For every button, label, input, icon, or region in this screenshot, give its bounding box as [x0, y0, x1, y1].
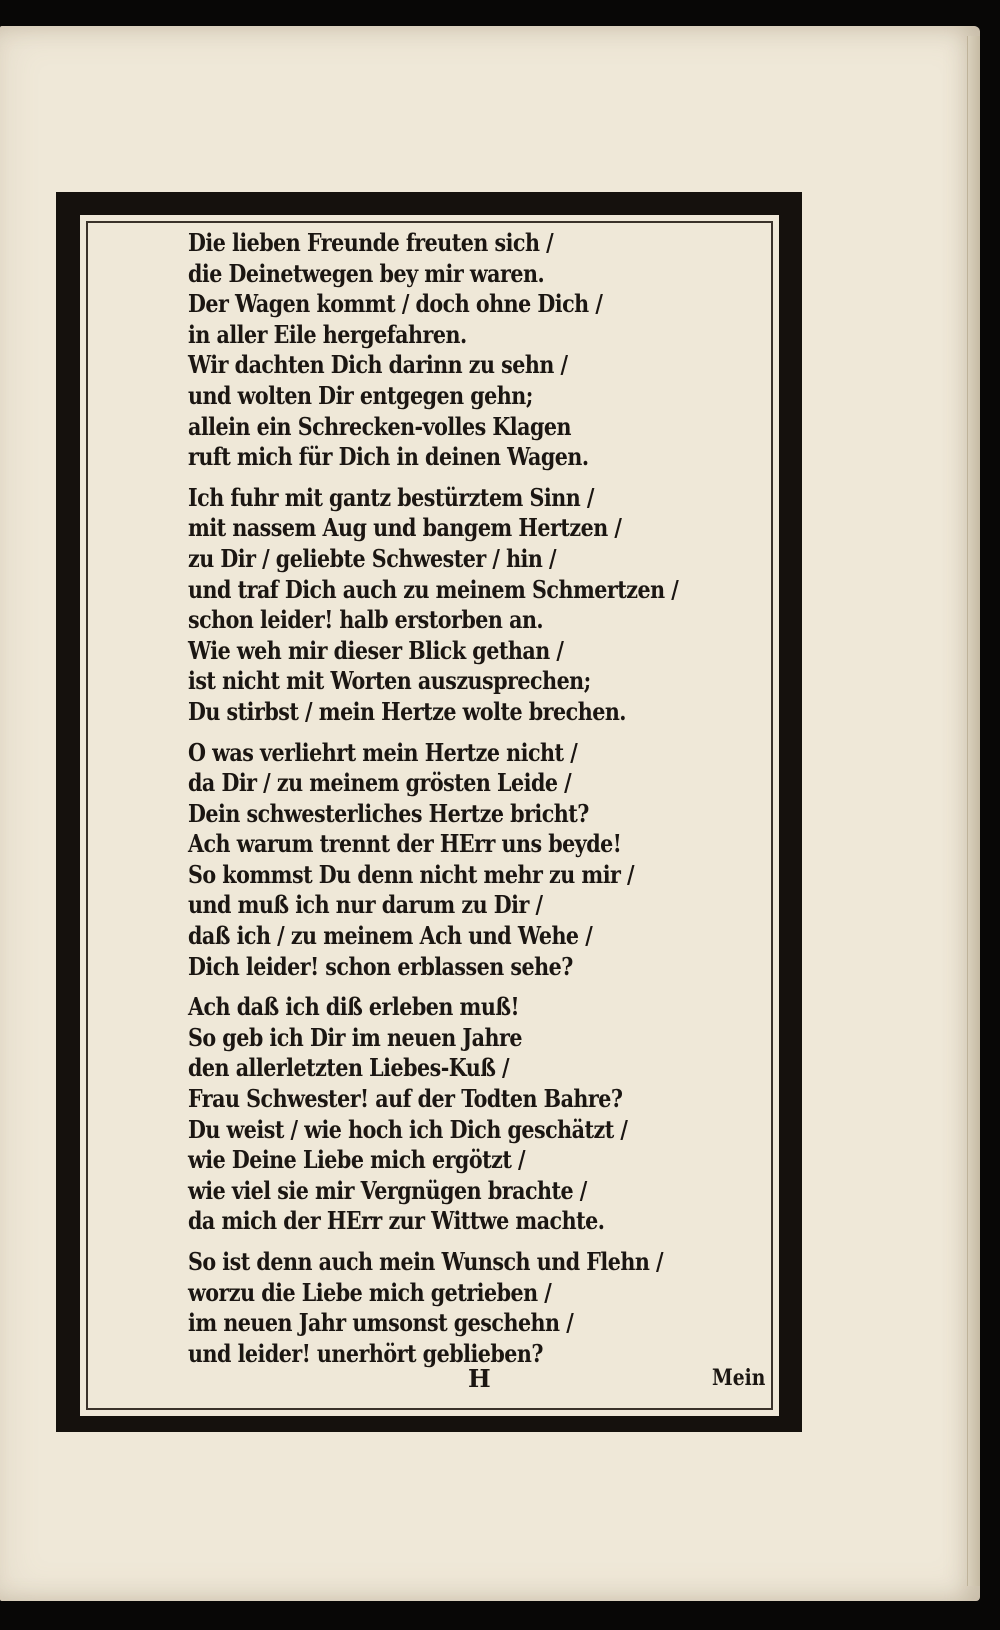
- verse-line: Ach warum trennt der HErr uns beyde!: [188, 829, 622, 859]
- verse-line: und leider! unerhört geblieben?: [188, 1338, 543, 1368]
- verse-line: O was verliehrt mein Hertze nicht /: [188, 737, 578, 767]
- stanza-3: [188, 738, 748, 983]
- verse-line: und traf Dich auch zu meinem Schmertzen /: [188, 574, 679, 604]
- verse-line: worzu die Liebe mich getrieben /: [188, 1277, 552, 1307]
- verse-line: So ist denn auch mein Wunsch und Flehn /: [188, 1247, 664, 1276]
- verse-line: wie Deine Liebe mich ergötzt /: [188, 1145, 526, 1175]
- verse-line: Dein schwesterliches Hertze bricht?: [188, 798, 589, 828]
- verse-line: So geb ich Dir im neuen Jahre: [188, 1022, 522, 1052]
- verse-line: Ich fuhr mit gantz bestürztem Sinn /: [188, 482, 594, 512]
- verse-line: wie viel sie mir Vergnügen brachte /: [188, 1175, 587, 1205]
- verse-line: Du weist / wie hoch ich Dich geschätzt /: [188, 1114, 628, 1144]
- verse-line: Frau Schwester! auf der Todten Bahre?: [188, 1084, 623, 1114]
- verse-line: den allerletzten Liebes-Kuß /: [188, 1053, 510, 1083]
- verse-line: Der Wagen kommt / doch ohne Dich /: [188, 289, 603, 319]
- verse-line: Dich leider! schon erblassen sehe?: [188, 951, 573, 981]
- verse-line: Ach daß ich diß erleben muß!: [188, 992, 520, 1022]
- page-edge: [967, 36, 980, 1586]
- verse-line: daß ich / zu meinem Ach und Wehe /: [188, 921, 593, 951]
- verse-line: Wir dachten Dich darinn zu sehn /: [188, 350, 568, 380]
- stanza-2: [188, 483, 748, 728]
- verse-line: und wolten Dir entgegen gehn;: [188, 380, 533, 410]
- verse-line: im neuen Jahr umsonst geschehn /: [188, 1308, 574, 1338]
- verse-line: ruft mich für Dich in deinen Wagen.: [188, 442, 589, 472]
- stanza-4: [188, 992, 748, 1237]
- verse-line: Wie weh mir dieser Blick gethan /: [188, 635, 564, 665]
- verse-line: da Dir / zu meinem grösten Leide /: [188, 768, 572, 798]
- verse-line: So kommst Du denn nicht mehr zu mir /: [188, 859, 635, 889]
- verse-line: in aller Eile hergefahren.: [188, 319, 467, 349]
- verse-line: die Deinetwegen bey mir waren.: [188, 258, 545, 288]
- stanza-5: [188, 1247, 748, 1369]
- catchword: Mein: [712, 1365, 766, 1391]
- verse-line: schon leider! halb erstorben an.: [188, 605, 544, 635]
- verse-line: zu Dir / geliebte Schwester / hin /: [188, 543, 557, 573]
- verse-line: mit nassem Aug und bangem Hertzen /: [188, 513, 622, 543]
- signature-mark: H: [468, 1364, 491, 1393]
- verse-line: ist nicht mit Worten auszusprechen;: [188, 666, 591, 696]
- verse-line: da mich der HErr zur Wittwe machte.: [188, 1206, 605, 1236]
- verse-line: und muß ich nur darum zu Dir /: [188, 890, 543, 920]
- verse-line: Du stirbst / mein Hertze wolte brechen.: [188, 696, 626, 726]
- stanza-1: [188, 228, 748, 473]
- verse-line: allein ein Schrecken-volles Klagen: [188, 411, 572, 441]
- verse-line: Die lieben Freunde freuten sich /: [188, 228, 554, 257]
- poem-text: [188, 228, 748, 1379]
